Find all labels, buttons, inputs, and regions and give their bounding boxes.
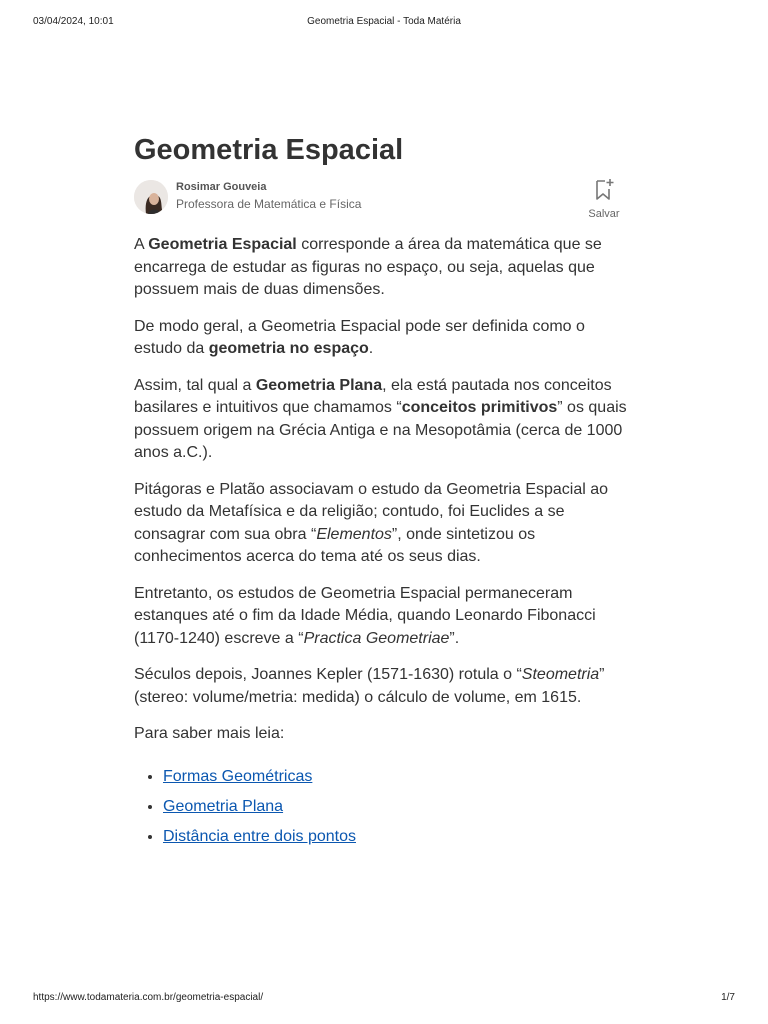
- italic-term: Steometria: [521, 666, 600, 683]
- paragraph: [134, 664, 634, 709]
- link-distancia-entre-dois-pontos[interactable]: Distância entre dois pontos: [163, 827, 356, 845]
- link-geometria-plana[interactable]: Geometria Plana: [163, 797, 284, 815]
- link-formas-geometricas[interactable]: Formas Geométricas: [163, 767, 313, 785]
- author-block: [134, 180, 634, 220]
- avatar: [134, 180, 168, 214]
- related-links: [134, 766, 634, 849]
- list-item: [163, 766, 634, 789]
- page-url: https://www.todamateria.com.br/geometria-espacial/: [33, 992, 264, 1003]
- bold-term: Geometria Plana: [255, 376, 383, 394]
- italic-term: Practica Geometriae: [303, 629, 450, 647]
- text: ” os quais possuem origem na Grécia Antiga e na Mesopotâmia (cerca de 1000 anos a.C.).: [134, 399, 627, 461]
- text: corresponde a área da matemática que se encarrega de estudar as figuras no espaço, ou seja, aquelas que possuem mais de duas dimensões.: [134, 236, 602, 298]
- author-role: Professora de Matemática e Física: [176, 197, 362, 211]
- text: ”, onde sintetizou os conhecimentos acerca do tema até os seus dias.: [134, 525, 536, 565]
- paragraph: [134, 583, 634, 651]
- paragraph: [134, 234, 634, 302]
- text: De modo geral, a Geometria Espacial pode ser definida como o estudo da: [134, 317, 585, 357]
- author-photo-icon: [134, 180, 168, 214]
- page-count: 1/7: [721, 992, 735, 1003]
- paragraph: [134, 479, 634, 569]
- italic-term: Elementos: [316, 525, 392, 543]
- text: Pitágoras e Platão associavam o estudo da Geometria Espacial ao estudo da Metafísica e da religião; contudo, foi Euclides a se consagrar com sua obra “: [134, 480, 609, 543]
- text: Entretanto, os estudos de Geometria Espacial permaneceram estanques até o fim da Idade Média, quando Leonardo Fibonacci (1170-1240) escreve a “: [134, 584, 596, 647]
- bold-term: conceitos primitivos: [401, 399, 558, 416]
- paragraph: [134, 375, 634, 465]
- author-name[interactable]: Rosimar Gouveia: [176, 181, 267, 193]
- article: [134, 132, 634, 856]
- text: A: [134, 236, 149, 253]
- save-button[interactable]: [586, 178, 622, 220]
- text: , ela está pautada nos conceitos basilares e intuitivos que chamamos “: [134, 376, 612, 416]
- read-more-label: Para saber mais leia:: [134, 725, 285, 742]
- bookmark-plus-icon: [593, 178, 615, 202]
- print-date: 03/04/2024, 10:01: [33, 16, 114, 27]
- article-title: Geometria Espacial: [134, 134, 404, 166]
- print-header: [33, 16, 735, 30]
- text: Séculos depois, Joannes Kepler (1571-1630) rotula o “: [134, 666, 522, 683]
- article-body: [134, 234, 634, 848]
- text: ”.: [449, 629, 460, 647]
- text: ” (stereo: volume/metria: medida) o cálculo de volume, em 1615.: [134, 666, 605, 706]
- save-label: Salvar: [588, 208, 620, 220]
- text: .: [368, 340, 374, 357]
- list-item: [163, 826, 634, 849]
- print-footer: [33, 992, 735, 1006]
- list-item: [163, 796, 634, 819]
- print-page-title: Geometria Espacial - Toda Matéria: [307, 16, 461, 27]
- bold-term: Geometria Espacial: [148, 236, 297, 253]
- bold-term: geometria no espaço: [208, 340, 369, 357]
- text: Assim, tal qual a: [134, 376, 256, 394]
- paragraph: [134, 316, 634, 361]
